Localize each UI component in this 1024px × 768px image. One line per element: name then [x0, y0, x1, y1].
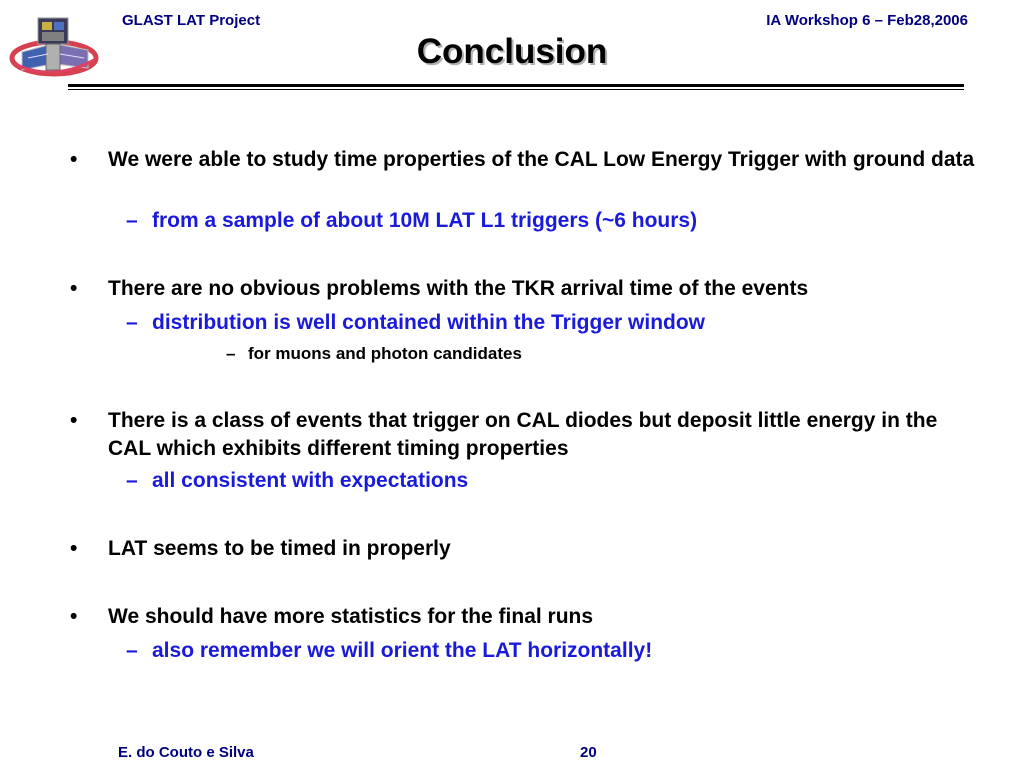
bullet-item — [70, 407, 978, 463]
header-event: IA Workshop 6 – Feb28,2006 — [766, 12, 968, 29]
bullet-text: LAT seems to be timed in properly — [108, 537, 451, 560]
bullet-text: There are no obvious problems with the TKR arrival time of the events — [108, 277, 809, 300]
bullet-marker: • — [70, 409, 78, 432]
bullet-text: There is a class of events that trigger on CAL diodes but deposit little energy in the CAL which exhibits different timing properties — [108, 409, 938, 460]
sub-bullet-text: also remember we will orient the LAT horizontally! — [152, 639, 653, 662]
bullet-marker: • — [70, 605, 78, 628]
bullet-marker: • — [70, 148, 78, 171]
bullet-item — [70, 535, 978, 563]
bullet-item — [70, 275, 978, 303]
bullet-item — [70, 146, 978, 174]
bullet-text: We were able to study time properties of the CAL Low Energy Trigger with ground data — [108, 148, 975, 171]
sub-bullet-item — [126, 637, 972, 665]
header-project: GLAST LAT Project — [122, 12, 261, 29]
dash-marker: – — [126, 209, 138, 232]
bullet-marker: • — [70, 277, 78, 300]
dash-marker: – — [126, 311, 138, 334]
footer-page-number: 20 — [580, 744, 597, 761]
sub-sub-bullet-item — [226, 342, 948, 366]
dash-marker: – — [226, 344, 236, 363]
sub-bullet-item — [126, 309, 972, 337]
sub-bullet-item — [126, 467, 972, 495]
dash-marker: – — [126, 639, 138, 662]
bullet-item — [70, 603, 978, 631]
bullet-marker: • — [70, 537, 78, 560]
bullet-text: We should have more statistics for the final runs — [108, 605, 594, 628]
dash-marker: – — [126, 469, 138, 492]
sub-bullet-item — [126, 207, 972, 235]
sub-bullet-text: distribution is well contained within the Trigger window — [152, 311, 706, 334]
sub-bullet-text: from a sample of about 10M LAT L1 triggers (~6 hours) — [152, 209, 698, 232]
sub-sub-bullet-text: for muons and photon candidates — [248, 344, 522, 363]
slide-title: Conclusion — [416, 32, 608, 71]
footer-author: E. do Couto e Silva — [118, 744, 254, 761]
sub-bullet-text: all consistent with expectations — [152, 469, 469, 492]
